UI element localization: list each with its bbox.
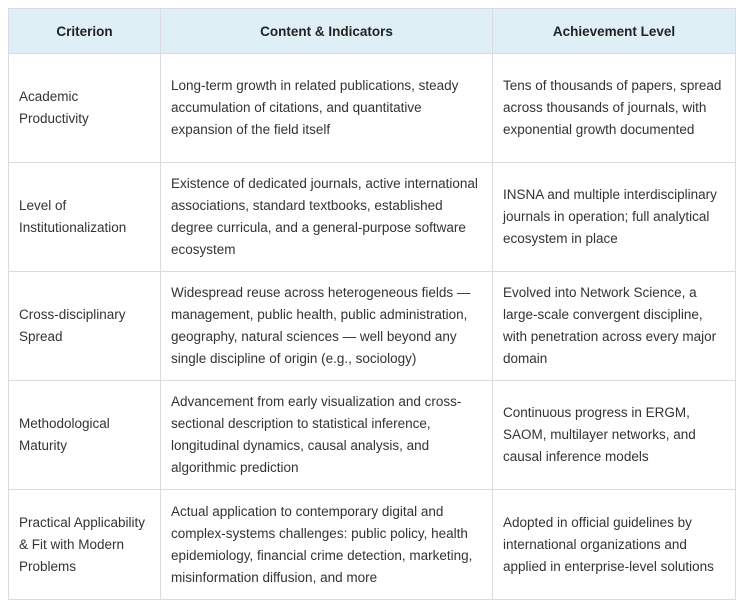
table-row bbox=[9, 490, 736, 600]
cell-content: Widespread reuse across heterogeneous fields — management, public health, public administration, geography, natural sciences — well beyond any single discipline of origin (e.g., sociology) bbox=[161, 272, 493, 381]
cell-achievement: Adopted in official guidelines by international organizations and applied in enterprise-level solutions bbox=[493, 490, 736, 600]
table-row bbox=[9, 272, 736, 381]
table-row bbox=[9, 163, 736, 272]
cell-criterion: Practical Applicability & Fit with Modern Problems bbox=[9, 490, 161, 600]
cell-content: Actual application to contemporary digital and complex-systems challenges: public policy, health epidemiology, financial crime detection, marketing, misinformation diffusion, and more bbox=[161, 490, 493, 600]
cell-content: Long-term growth in related publications, steady accumulation of citations, and quantitative expansion of the field itself bbox=[161, 54, 493, 163]
header-criterion: Criterion bbox=[9, 9, 161, 54]
cell-achievement: Evolved into Network Science, a large-scale convergent discipline, with penetration across every major domain bbox=[493, 272, 736, 381]
table-row bbox=[9, 54, 736, 163]
criteria-table-container bbox=[8, 8, 736, 600]
cell-criterion: Level of Institutionalization bbox=[9, 163, 161, 272]
table-row bbox=[9, 381, 736, 490]
cell-achievement: INSNA and multiple interdisciplinary journals in operation; full analytical ecosystem in place bbox=[493, 163, 736, 272]
cell-content: Advancement from early visualization and cross-sectional description to statistical inference, longitudinal dynamics, causal analysis, and algorithmic prediction bbox=[161, 381, 493, 490]
header-content-indicators: Content & Indicators bbox=[161, 9, 493, 54]
criteria-table bbox=[8, 8, 736, 600]
cell-achievement: Tens of thousands of papers, spread across thousands of journals, with exponential growth documented bbox=[493, 54, 736, 163]
table-header-row bbox=[9, 9, 736, 54]
cell-content: Existence of dedicated journals, active international associations, standard textbooks, established degree curricula, and a general-purpose software ecosystem bbox=[161, 163, 493, 272]
cell-criterion: Academic Productivity bbox=[9, 54, 161, 163]
cell-achievement: Continuous progress in ERGM, SAOM, multilayer networks, and causal inference models bbox=[493, 381, 736, 490]
header-achievement-level: Achievement Level bbox=[493, 9, 736, 54]
cell-criterion: Cross-disciplinary Spread bbox=[9, 272, 161, 381]
cell-criterion: Methodological Maturity bbox=[9, 381, 161, 490]
